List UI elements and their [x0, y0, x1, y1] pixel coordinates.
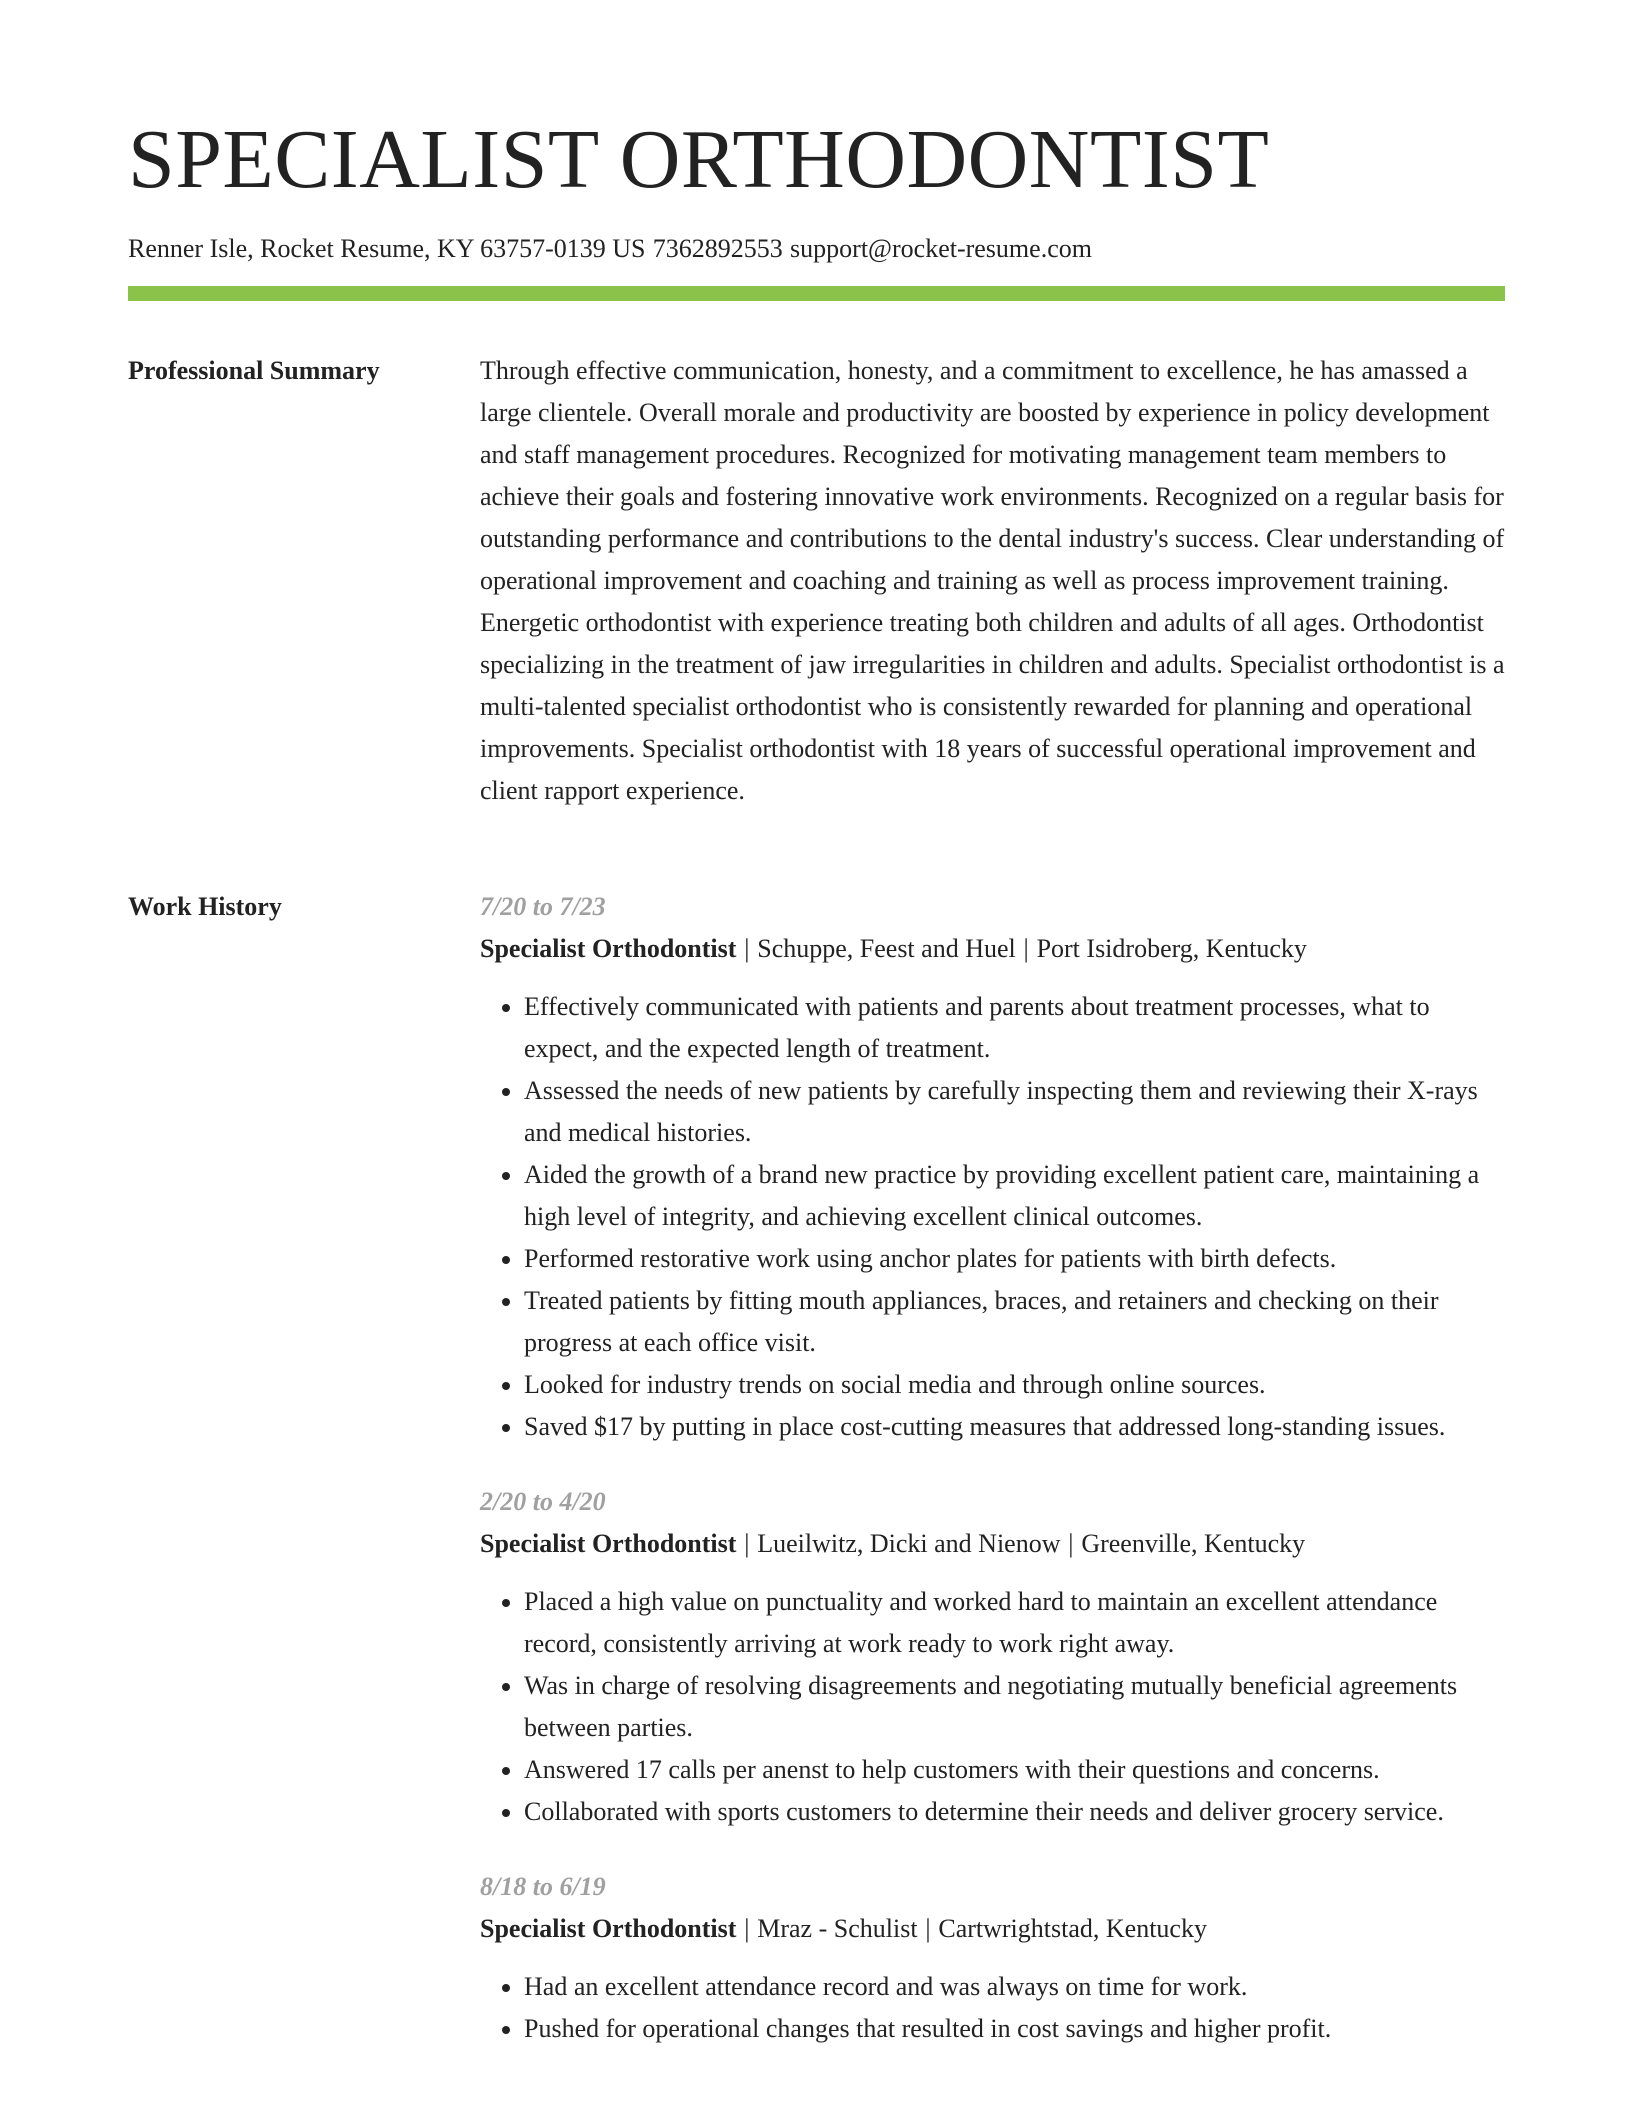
section-label-work-history: Work History [128, 892, 282, 921]
job-bullet: • Answered 17 calls per anenst to help customers with their questions and concerns. [524, 1749, 1505, 1791]
job-dates: 7/20 to 7/23 [480, 892, 606, 921]
work-history-list [480, 886, 1505, 2083]
job-bullet: • Had an excellent attendance record and was always on time for work. [524, 1966, 1505, 2008]
contact-line [128, 232, 1092, 266]
job-bullet: • Assessed the needs of new patients by carefully inspecting them and reviewing their X-rays and medical histories. [524, 1070, 1505, 1154]
header-divider [128, 286, 1505, 301]
job-company: Schuppe, Feest and Huel [757, 934, 1016, 963]
job-bullet: • Collaborated with sports customers to determine their needs and deliver grocery service. [524, 1791, 1505, 1833]
job-location: Cartwrightstad, Kentucky [938, 1914, 1207, 1943]
job-location: Greenville, Kentucky [1081, 1529, 1306, 1558]
job-bullet: • Performed restorative work using anchor plates for patients with birth defects. [524, 1238, 1505, 1280]
job-entry [480, 1866, 1505, 2050]
contact-address: Renner Isle, Rocket Resume, KY 63757-0139 US [128, 234, 646, 263]
job-dates: 8/18 to 6/19 [480, 1872, 606, 1901]
job-heading [480, 928, 1505, 970]
summary-text: Through effective communication, honesty, and a commitment to excellence, he has amassed a large clientele. Overall morale and productivity are boosted by experience in policy development and staff management procedures. Recognized for motivating management team members to achieve their goals and fostering innovative work environments. Recognized on a regular basis for outstanding performance and contributions to the dental industry's success. Clear understanding of operational improvement and coaching and training as well as process improvement training. Energetic orthodontist with experience treating both children and adults of all ages. Orthodontist specializing in the treatment of jaw irregularities in children and adults. Specialist orthodontist is a multi-talented specialist orthodontist who is consistently rewarded for planning and operational improvements. Specialist orthodontist with 18 years of successful operational improvement and client rapport experience. [480, 356, 1505, 805]
job-bullet-list [480, 1581, 1505, 1833]
section-label-summary: Professional Summary [128, 356, 380, 385]
job-company: Mraz - Schulist [757, 1914, 918, 1943]
job-bullet-list [480, 986, 1505, 1448]
job-location: Port Isidroberg, Kentucky [1036, 934, 1307, 963]
job-entry [480, 1481, 1505, 1833]
job-title: Specialist Orthodontist [480, 934, 737, 963]
job-bullet: • Aided the growth of a brand new practice by providing excellent patient care, maintaining a high level of integrity, and achieving excellent clinical outcomes. [524, 1154, 1505, 1238]
job-bullet: • Effectively communicated with patients and parents about treatment processes, what to expect, and the expected length of treatment. [524, 986, 1505, 1070]
candidate-name: SPECIALIST ORTHODONTIST [128, 113, 1270, 206]
job-bullet: • Looked for industry trends on social media and through online sources. [524, 1364, 1505, 1406]
job-title: Specialist Orthodontist [480, 1914, 737, 1943]
contact-phone: 7362892553 [652, 234, 783, 263]
job-title: Specialist Orthodontist [480, 1529, 737, 1558]
job-bullet: • Treated patients by fitting mouth appliances, braces, and retainers and checking on their progress at each office visit. [524, 1280, 1505, 1364]
job-separator: | [744, 1914, 750, 1943]
job-separator: | [744, 934, 750, 963]
job-heading [480, 1908, 1505, 1950]
job-separator: | [744, 1529, 750, 1558]
job-bullet-list [480, 1966, 1505, 2050]
job-dates: 2/20 to 4/20 [480, 1487, 606, 1516]
job-bullet: • Was in charge of resolving disagreements and negotiating mutually beneficial agreements between parties. [524, 1665, 1505, 1749]
job-bullet: • Saved $17 by putting in place cost-cutting measures that addressed long-standing issues. [524, 1406, 1505, 1448]
job-separator: | [1023, 934, 1029, 963]
job-separator: | [925, 1914, 931, 1943]
job-heading [480, 1523, 1505, 1565]
job-entry [480, 886, 1505, 1448]
contact-email: support@rocket-resume.com [790, 234, 1092, 263]
job-bullet: • Placed a high value on punctuality and worked hard to maintain an excellent attendance record, consistently arriving at work ready to work right away. [524, 1581, 1505, 1665]
job-bullet: • Pushed for operational changes that resulted in cost savings and higher profit. [524, 2008, 1505, 2050]
job-company: Lueilwitz, Dicki and Nienow [757, 1529, 1061, 1558]
job-separator: | [1068, 1529, 1074, 1558]
summary-body [480, 350, 1505, 812]
